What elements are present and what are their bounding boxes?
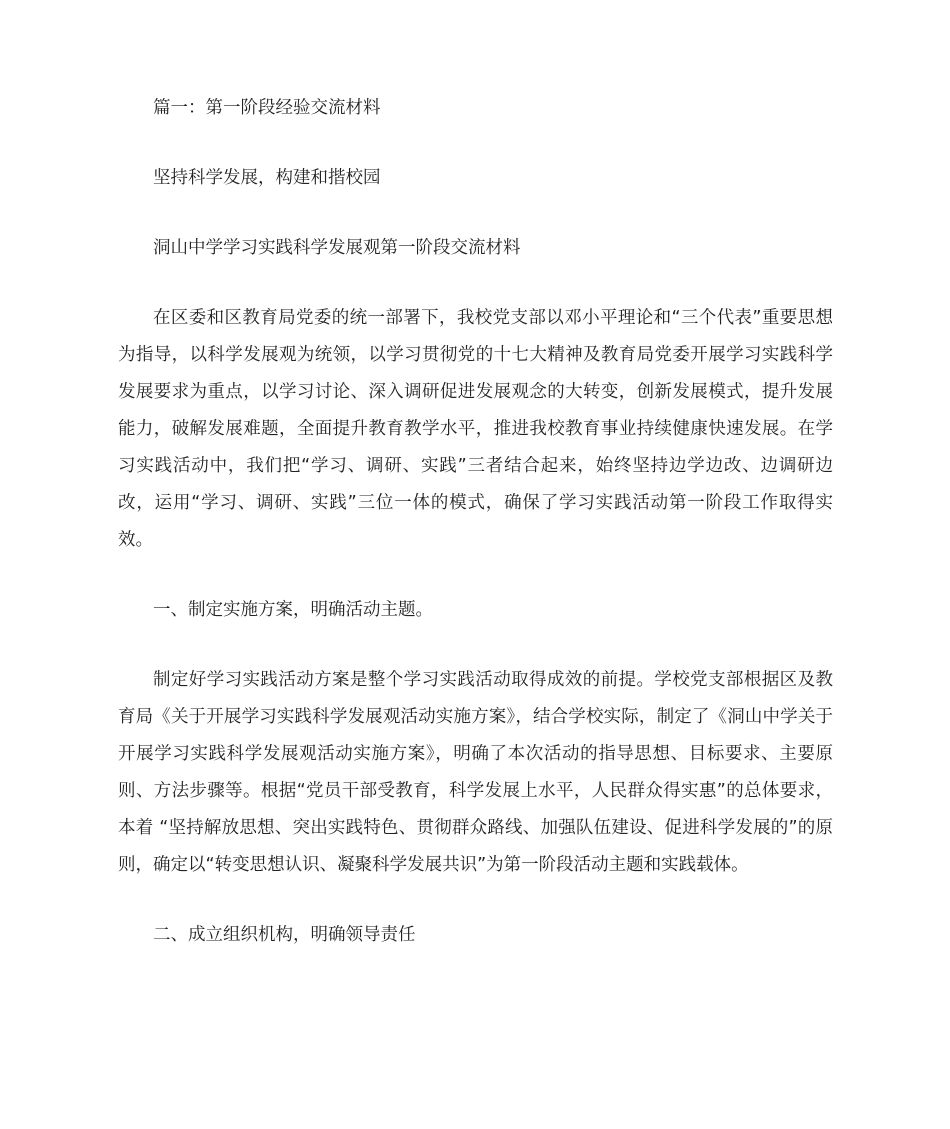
document-subheading: 坚持科学发展，构建和揩校园 xyxy=(153,168,381,188)
document-heading: 篇一：第一阶段经验交流材料 xyxy=(153,98,381,118)
spacer xyxy=(118,267,833,300)
section-paragraph: 制定好学习实践活动方案是整个学习实践活动取得成效的前提。学校党支部根据区及教育局《关于开展学习实践科学发展观活动实施方案》，结合学校实际，制定了《洞山中学关于开展学习实践科学发展观活动实施方案》，明确了本次活动的指导思想、目标要求、主要原则、方法步骤等。根据“党员干部受教育，科学发展上水平，人民群众得实惠”的总体要求，本着 “坚持解放思想、突出实践特色、贯彻群众路线、加强队伍建设、促进科学发展的”的原则，确定以“转变思想认识、凝聚科学发展共识”为第一阶段活动主题和实践载体。 xyxy=(118,670,833,875)
spacer xyxy=(118,127,833,160)
spacer xyxy=(118,559,833,592)
spacer xyxy=(118,197,833,230)
section-title: 一、制定实施方案，明确活动主题。 xyxy=(153,600,433,620)
spacer xyxy=(118,884,833,917)
document-subtitle: 洞山中学学习实践科学发展观第一阶段交流材料 xyxy=(153,238,521,258)
document-page xyxy=(118,90,833,954)
section-title: 二、成立组织机构，明确领导责任 xyxy=(153,925,416,945)
spacer xyxy=(118,629,833,662)
intro-paragraph: 在区委和区教育局党委的统一部署下，我校党支部以邓小平理论和“三个代表”重要思想为指导，以科学发展观为统领，以学习贯彻党的十七大精神及教育局党委开展学习实践科学发展要求为重点，以学习讨论、深入调研促进发展观念的大转变，创新发展模式，提升发展能力，破解发展难题，全面提升教育教学水平，推进我校教育事业持续健康快速发展。在学习实践活动中，我们把“学习、调研、实践”三者结合起来，始终坚持边学边改、边调研边改，运用“学习、调研、实践”三位一体的模式，确保了学习实践活动第一阶段工作取得实效。 xyxy=(118,308,833,550)
